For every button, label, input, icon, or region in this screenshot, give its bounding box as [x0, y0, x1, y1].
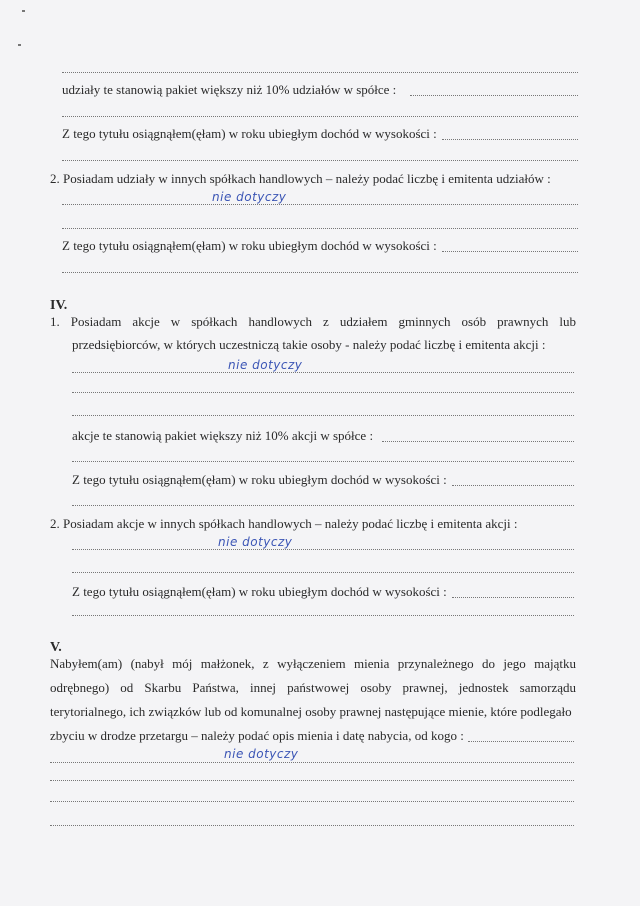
- scan-mark: [18, 44, 21, 46]
- dotted-line: [72, 505, 574, 506]
- scan-mark: [22, 10, 25, 12]
- property-paragraph-line: terytorialnego, ich związków lub od komunalnej osoby prawnej następujące mienie, które podlegało: [50, 704, 572, 719]
- income-label: Z tego tytułu osiągnąłem(ęłam) w roku ubiegłym dochód w wysokości :: [72, 472, 447, 487]
- dotted-line: [62, 72, 578, 73]
- dotted-line: [50, 780, 574, 781]
- income-label: Z tego tytułu osiągnąłem(ęłam) w roku ubiegłym dochód w wysokości :: [62, 238, 437, 253]
- handwritten-answer: nie dotyczy: [218, 535, 293, 549]
- dotted-line: [62, 116, 578, 117]
- dotted-line: [452, 597, 574, 598]
- shares-over-10pct-label: udziały te stanowią pakiet większy niż 10% udziałów w spółce :: [62, 82, 397, 97]
- income-label: Z tego tytułu osiągnąłem(ęłam) w roku ubiegłym dochód w wysokości :: [62, 126, 437, 141]
- dotted-line: [382, 441, 574, 442]
- income-label: Z tego tytułu osiągnąłem(ęłam) w roku ubiegłym dochód w wysokości :: [72, 584, 447, 599]
- handwritten-answer: nie dotyczy: [228, 358, 303, 372]
- shares-over-10pct-label: akcje te stanowią pakiet większy niż 10% akcji w spółce :: [72, 428, 374, 443]
- section-heading-v: V.: [50, 640, 62, 655]
- dotted-line: [62, 160, 578, 161]
- dotted-line: [50, 825, 574, 826]
- dotted-line: [62, 272, 578, 273]
- dotted-line: [72, 572, 574, 573]
- dotted-line: [72, 372, 574, 373]
- dotted-line: [62, 228, 578, 229]
- shares-municipal-item-cont: przedsiębiorców, w których uczestniczą takie osoby - należy podać liczbę i emitenta akcji :: [72, 337, 546, 352]
- dotted-line: [442, 251, 578, 252]
- other-shares-item: 2. Posiadam akcje w innych spółkach handlowych – należy podać liczbę i emitenta akcji :: [50, 516, 518, 531]
- property-paragraph-line: Nabyłem(am) (nabył mój małżonek, z wyłączeniem mienia przynależnego do jego majątku: [50, 656, 576, 671]
- property-paragraph-line: odrębnego) od Skarbu Państwa, innej państwowej osoby prawnej, jednostek samorządu: [50, 680, 576, 695]
- dotted-line: [72, 461, 574, 462]
- dotted-line: [50, 801, 574, 802]
- handwritten-answer: nie dotyczy: [224, 747, 299, 761]
- dotted-line: [72, 615, 574, 616]
- dotted-line: [50, 762, 574, 763]
- dotted-line: [452, 485, 574, 486]
- dotted-line: [62, 204, 578, 205]
- dotted-line: [72, 415, 574, 416]
- dotted-line: [410, 95, 578, 96]
- dotted-line: [442, 139, 578, 140]
- handwritten-answer: nie dotyczy: [212, 190, 287, 204]
- other-shares-item: 2. Posiadam udziały w innych spółkach handlowych – należy podać liczbę i emitenta udziałów :: [50, 171, 551, 186]
- property-paragraph-line: zbyciu w drodze przetargu – należy podać opis mienia i datę nabycia, od kogo :: [50, 728, 464, 743]
- section-heading-iv: IV.: [50, 298, 68, 313]
- dotted-line: [72, 549, 574, 550]
- shares-municipal-item: 1. Posiadam akcje w spółkach handlowych z udziałem gminnych osób prawnych lub: [50, 314, 576, 329]
- dotted-line: [468, 741, 574, 742]
- dotted-line: [72, 392, 574, 393]
